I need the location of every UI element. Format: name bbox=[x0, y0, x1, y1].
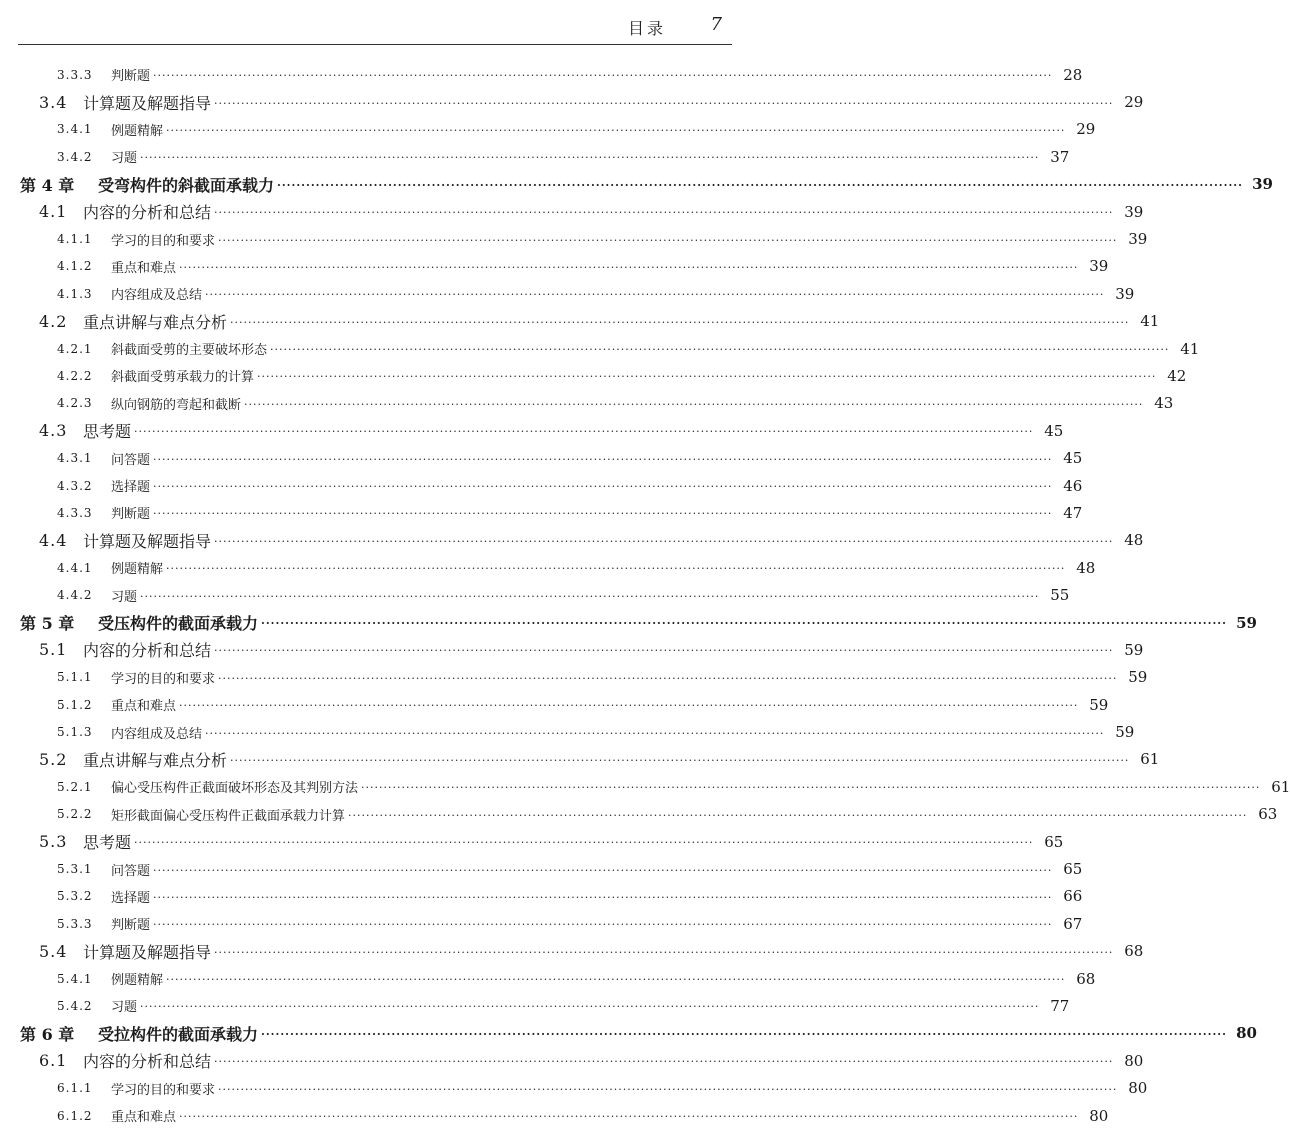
toc-entry-title: 内容的分析和总结 bbox=[83, 1052, 212, 1072]
toc-entry-sub[interactable] bbox=[0, 664, 1148, 691]
toc-entry-number: 4.4.2 bbox=[57, 588, 93, 603]
toc-entry-chapter[interactable] bbox=[0, 609, 1257, 636]
toc-entry-title: 重点和难点 bbox=[111, 699, 177, 715]
page-number: 7 bbox=[710, 14, 722, 35]
toc-entry-number: 4.4 bbox=[39, 530, 68, 550]
toc-entry-number: 4.4.1 bbox=[57, 560, 93, 575]
toc-entry-title: 重点讲解与难点分析 bbox=[83, 312, 228, 332]
toc-entry-title: 内容的分析和总结 bbox=[83, 641, 212, 661]
dot-leader: ········································································································································································································ bbox=[244, 397, 1144, 411]
toc-entry-number: 4.1 bbox=[39, 202, 68, 222]
toc-entry-sub[interactable] bbox=[0, 581, 1070, 608]
toc-entry-page: 48 bbox=[1076, 558, 1096, 577]
toc-entry-number: 5.1 bbox=[39, 640, 68, 660]
dot-leader: ········································································································································································································ bbox=[205, 726, 1105, 740]
toc-entry-title: 判断题 bbox=[111, 507, 151, 523]
toc-entry-number: 6.1.1 bbox=[57, 1081, 93, 1096]
toc-entry-number: 4.3.1 bbox=[57, 451, 93, 466]
toc-entry-section[interactable] bbox=[0, 938, 1144, 965]
toc-entry-number: 6.1.2 bbox=[57, 1108, 93, 1123]
toc-entry-section[interactable] bbox=[0, 746, 1160, 773]
toc-entry-title: 习题 bbox=[111, 1000, 138, 1016]
toc-entry-title: 问答题 bbox=[111, 452, 151, 468]
toc-entry-title: 学习的目的和要求 bbox=[111, 671, 216, 687]
toc-entry-sub[interactable] bbox=[0, 61, 1083, 88]
toc-entry-number: 3.4 bbox=[39, 92, 68, 112]
toc-entry-page: 45 bbox=[1063, 449, 1083, 468]
toc-entry-sub[interactable] bbox=[0, 992, 1070, 1019]
dot-leader: ········································································································································································································ bbox=[166, 973, 1066, 987]
toc-entry-number: 5.1.2 bbox=[57, 697, 93, 712]
dot-leader: ········································································································································································································ bbox=[134, 425, 1034, 439]
toc-entry-sub[interactable] bbox=[0, 143, 1070, 170]
toc-entry-page: 42 bbox=[1167, 366, 1187, 385]
dot-leader: ········································································································································································································ bbox=[230, 753, 1130, 767]
dot-leader: ········································································································································································································ bbox=[166, 562, 1066, 576]
toc-entry-sub[interactable] bbox=[0, 855, 1083, 882]
dot-leader: ········································································································································································································ bbox=[218, 1082, 1118, 1096]
toc-entry-number: 5.2.2 bbox=[57, 807, 93, 822]
toc-entry-number: 5.2 bbox=[39, 749, 68, 769]
toc-entry-page: 47 bbox=[1063, 503, 1083, 522]
toc-entry-number: 5.3.2 bbox=[57, 889, 93, 904]
toc-entry-title: 习题 bbox=[111, 589, 138, 605]
dot-leader: ········································································································································································································ bbox=[261, 617, 1227, 630]
dot-leader: ········································································································································································································ bbox=[179, 260, 1079, 274]
toc-entry-page: 39 bbox=[1089, 257, 1109, 276]
dot-leader: ········································································································································································································ bbox=[214, 1055, 1114, 1069]
toc-entry-sub[interactable] bbox=[0, 253, 1109, 280]
dot-leader: ········································································································································································································ bbox=[166, 123, 1066, 137]
toc-entry-page: 55 bbox=[1050, 586, 1070, 605]
toc-entry-title: 计算题及解题指导 bbox=[83, 942, 212, 962]
toc-entry-number: 4.2.3 bbox=[57, 396, 93, 411]
toc-entry-page: 43 bbox=[1154, 394, 1174, 413]
toc-entry-number: 4.2 bbox=[39, 311, 68, 331]
toc-entry-title: 重点和难点 bbox=[111, 260, 177, 276]
toc-entry-number: 4.2.1 bbox=[57, 341, 93, 356]
toc-entry-sub[interactable] bbox=[0, 691, 1109, 718]
toc-entry-page: 61 bbox=[1140, 750, 1160, 769]
toc-entry-sub[interactable] bbox=[0, 335, 1200, 362]
dot-leader: ········································································································································································································ bbox=[277, 178, 1243, 192]
toc-entry-sub[interactable] bbox=[0, 801, 1278, 828]
page-header bbox=[18, 0, 732, 45]
toc-entry-sub[interactable] bbox=[0, 1102, 1109, 1129]
toc-entry-page: 59 bbox=[1115, 723, 1135, 742]
toc-entry-page: 59 bbox=[1236, 613, 1257, 632]
toc-entry-page: 65 bbox=[1063, 860, 1083, 879]
toc-entry-title: 受拉构件的截面承载力 bbox=[98, 1024, 259, 1044]
toc-entry-sub[interactable] bbox=[0, 554, 1096, 581]
toc-entry-number: 4.1.3 bbox=[57, 286, 93, 301]
toc-entry-sub[interactable] bbox=[0, 965, 1096, 992]
toc-entry-number: 4.1.2 bbox=[57, 259, 93, 274]
toc-entry-number: 3.4.1 bbox=[57, 122, 93, 137]
dot-leader: ········································································································································································································ bbox=[153, 507, 1053, 521]
toc-entry-sub[interactable] bbox=[0, 773, 1290, 800]
toc-entry-sub[interactable] bbox=[0, 362, 1187, 389]
toc-entry-title: 判断题 bbox=[111, 69, 151, 85]
toc-entry-page: 29 bbox=[1076, 120, 1096, 139]
toc-entry-number: 5.3.3 bbox=[57, 916, 93, 931]
toc-entry-title: 受压构件的截面承载力 bbox=[98, 614, 259, 633]
toc-entry-sub[interactable] bbox=[0, 718, 1135, 745]
toc-entry-page: 39 bbox=[1128, 230, 1148, 249]
toc-entry-section[interactable] bbox=[0, 828, 1064, 855]
dot-leader: ········································································································································································································ bbox=[179, 1110, 1079, 1124]
toc-entry-chapter[interactable] bbox=[0, 171, 1273, 198]
toc-entry-section[interactable] bbox=[0, 198, 1144, 225]
toc-entry-page: 80 bbox=[1128, 1079, 1148, 1098]
dot-leader: ········································································································································································································ bbox=[230, 315, 1130, 329]
toc-entry-page: 67 bbox=[1063, 914, 1083, 933]
toc-entry-number: 第 4 章 bbox=[20, 175, 75, 195]
toc-entry-sub[interactable] bbox=[0, 444, 1083, 471]
toc-entry-number: 5.3 bbox=[39, 832, 68, 852]
toc-entry-title: 选择题 bbox=[111, 480, 151, 496]
dot-leader: ········································································································································································································ bbox=[153, 863, 1053, 877]
toc-entry-number: 4.3.3 bbox=[57, 505, 93, 520]
toc-entry-title: 斜截面受剪承载力的计算 bbox=[111, 370, 255, 386]
toc-entry-title: 重点和难点 bbox=[111, 1110, 177, 1126]
toc-entry-title: 重点讲解与难点分析 bbox=[83, 750, 228, 770]
dot-leader: ········································································································································································································ bbox=[270, 343, 1170, 357]
dot-leader: ········································································································································································································ bbox=[153, 890, 1053, 904]
dot-leader: ········································································································································································································ bbox=[205, 288, 1105, 302]
toc-entry-number: 4.2.2 bbox=[57, 368, 93, 383]
toc-entry-page: 39 bbox=[1252, 175, 1273, 194]
toc-entry-title: 偏心受压构件正截面破坏形态及其判别方法 bbox=[111, 781, 359, 797]
toc-entry-number: 第 5 章 bbox=[20, 614, 75, 633]
toc-entry-number: 4.3.2 bbox=[57, 478, 93, 493]
toc-entry-page: 59 bbox=[1124, 640, 1144, 659]
toc-entry-page: 68 bbox=[1076, 969, 1096, 988]
dot-leader: ········································································································································································································ bbox=[261, 1027, 1227, 1041]
toc-entry-page: 68 bbox=[1124, 942, 1144, 961]
toc-entry-number: 6.1 bbox=[39, 1051, 68, 1071]
toc-entry-number: 5.1.1 bbox=[57, 670, 93, 685]
toc-entry-page: 61 bbox=[1271, 777, 1290, 796]
toc-entry-page: 39 bbox=[1115, 284, 1135, 303]
toc-entry-page: 45 bbox=[1044, 421, 1064, 440]
dot-leader: ········································································································································································································ bbox=[140, 1000, 1040, 1014]
dot-leader: ········································································································································································································ bbox=[218, 671, 1118, 685]
toc-entry-title: 计算题及解题指导 bbox=[83, 93, 212, 113]
toc-entry-section[interactable] bbox=[0, 417, 1064, 444]
toc-entry-section[interactable] bbox=[0, 308, 1160, 335]
toc-entry-number: 5.4.2 bbox=[57, 998, 93, 1013]
toc-entry-page: 63 bbox=[1258, 805, 1278, 824]
toc-entry-page: 59 bbox=[1089, 695, 1109, 714]
toc-entry-title: 内容组成及总结 bbox=[111, 288, 203, 304]
toc-entry-title: 斜截面受剪的主要破坏形态 bbox=[111, 343, 268, 359]
toc-entry-title: 例题精解 bbox=[111, 973, 164, 989]
dot-leader: ········································································································································································································ bbox=[140, 151, 1040, 165]
toc-entry-title: 学习的目的和要求 bbox=[111, 1082, 216, 1098]
dot-leader: ········································································································································································································ bbox=[214, 534, 1114, 548]
toc-entry-page: 66 bbox=[1063, 887, 1083, 906]
toc-entry-number: 第 6 章 bbox=[20, 1024, 75, 1044]
toc-entry-title: 受弯构件的斜截面承载力 bbox=[98, 175, 275, 195]
dot-leader: ········································································································································································································ bbox=[214, 945, 1114, 959]
toc-entry-number: 5.4.1 bbox=[57, 971, 93, 986]
toc-entry-section[interactable] bbox=[0, 527, 1144, 554]
toc-entry-title: 选择题 bbox=[111, 890, 151, 906]
toc-entry-sub[interactable] bbox=[0, 910, 1083, 937]
toc-entry-title: 思考题 bbox=[83, 833, 132, 853]
toc-entry-sub[interactable] bbox=[0, 499, 1083, 526]
dot-leader: ········································································································································································································ bbox=[153, 480, 1053, 494]
toc-entry-page: 48 bbox=[1124, 531, 1144, 550]
dot-leader: ········································································································································································································ bbox=[361, 781, 1261, 795]
table-of-contents bbox=[0, 61, 1290, 1129]
toc-entry-number: 5.4 bbox=[39, 941, 68, 961]
toc-entry-title: 问答题 bbox=[111, 863, 151, 879]
toc-entry-sub[interactable] bbox=[0, 1074, 1148, 1101]
toc-entry-title: 内容的分析和总结 bbox=[83, 203, 212, 223]
dot-leader: ········································································································································································································ bbox=[348, 808, 1248, 822]
toc-entry-page: 29 bbox=[1124, 93, 1144, 112]
toc-entry-page: 80 bbox=[1124, 1051, 1144, 1070]
toc-entry-number: 4.3 bbox=[39, 421, 68, 441]
toc-entry-number: 5.3.1 bbox=[57, 862, 93, 877]
toc-entry-number: 3.3.3 bbox=[57, 67, 93, 82]
toc-entry-number: 5.2.1 bbox=[57, 779, 93, 794]
toc-entry-page: 80 bbox=[1236, 1024, 1257, 1043]
toc-entry-title: 例题精解 bbox=[111, 562, 164, 578]
toc-entry-section[interactable] bbox=[0, 1047, 1144, 1074]
dot-leader: ········································································································································································································ bbox=[214, 206, 1114, 220]
toc-entry-page: 41 bbox=[1180, 339, 1200, 358]
dot-leader: ········································································································································································································ bbox=[214, 644, 1114, 658]
toc-entry-page: 39 bbox=[1124, 202, 1144, 221]
dot-leader: ········································································································································································································ bbox=[153, 69, 1053, 83]
toc-entry-sub[interactable] bbox=[0, 116, 1096, 143]
toc-entry-title: 习题 bbox=[111, 151, 138, 167]
toc-entry-title: 内容组成及总结 bbox=[111, 726, 203, 742]
dot-leader: ········································································································································································································ bbox=[179, 699, 1079, 713]
toc-entry-section[interactable] bbox=[0, 88, 1144, 115]
toc-entry-number: 5.1.3 bbox=[57, 725, 93, 740]
toc-entry-page: 65 bbox=[1044, 832, 1064, 851]
toc-entry-sub[interactable] bbox=[0, 225, 1148, 252]
toc-entry-title: 学习的目的和要求 bbox=[111, 233, 216, 249]
dot-leader: ········································································································································································································ bbox=[153, 918, 1053, 932]
toc-entry-page: 46 bbox=[1063, 476, 1083, 495]
toc-entry-section[interactable] bbox=[0, 636, 1144, 663]
toc-entry-page: 80 bbox=[1089, 1106, 1109, 1125]
toc-entry-page: 41 bbox=[1140, 312, 1160, 331]
dot-leader: ········································································································································································································ bbox=[257, 370, 1157, 384]
toc-entry-number: 3.4.2 bbox=[57, 149, 93, 164]
toc-entry-title: 矩形截面偏心受压构件正截面承载力计算 bbox=[111, 808, 346, 824]
toc-entry-number: 4.1.1 bbox=[57, 232, 93, 247]
toc-entry-title: 思考题 bbox=[83, 422, 132, 442]
dot-leader: ········································································································································································································ bbox=[218, 233, 1118, 247]
toc-entry-title: 计算题及解题指导 bbox=[83, 531, 212, 551]
toc-entry-sub[interactable] bbox=[0, 472, 1083, 499]
dot-leader: ········································································································································································································ bbox=[214, 96, 1114, 110]
toc-entry-title: 判断题 bbox=[111, 918, 151, 934]
toc-entry-sub[interactable] bbox=[0, 390, 1174, 417]
dot-leader: ········································································································································································································ bbox=[153, 452, 1053, 466]
running-section-title: 目录 bbox=[627, 19, 666, 38]
toc-entry-title: 例题精解 bbox=[111, 123, 164, 139]
toc-entry-title: 纵向钢筋的弯起和截断 bbox=[111, 397, 242, 413]
toc-entry-page: 59 bbox=[1128, 668, 1148, 687]
toc-entry-chapter[interactable] bbox=[0, 1020, 1257, 1047]
dot-leader: ········································································································································································································ bbox=[134, 836, 1034, 850]
toc-entry-page: 37 bbox=[1050, 147, 1070, 166]
toc-entry-page: 28 bbox=[1063, 65, 1083, 84]
toc-entry-page: 77 bbox=[1050, 996, 1070, 1015]
toc-entry-sub[interactable] bbox=[0, 883, 1083, 910]
dot-leader: ········································································································································································································ bbox=[140, 589, 1040, 603]
toc-entry-sub[interactable] bbox=[0, 280, 1135, 307]
